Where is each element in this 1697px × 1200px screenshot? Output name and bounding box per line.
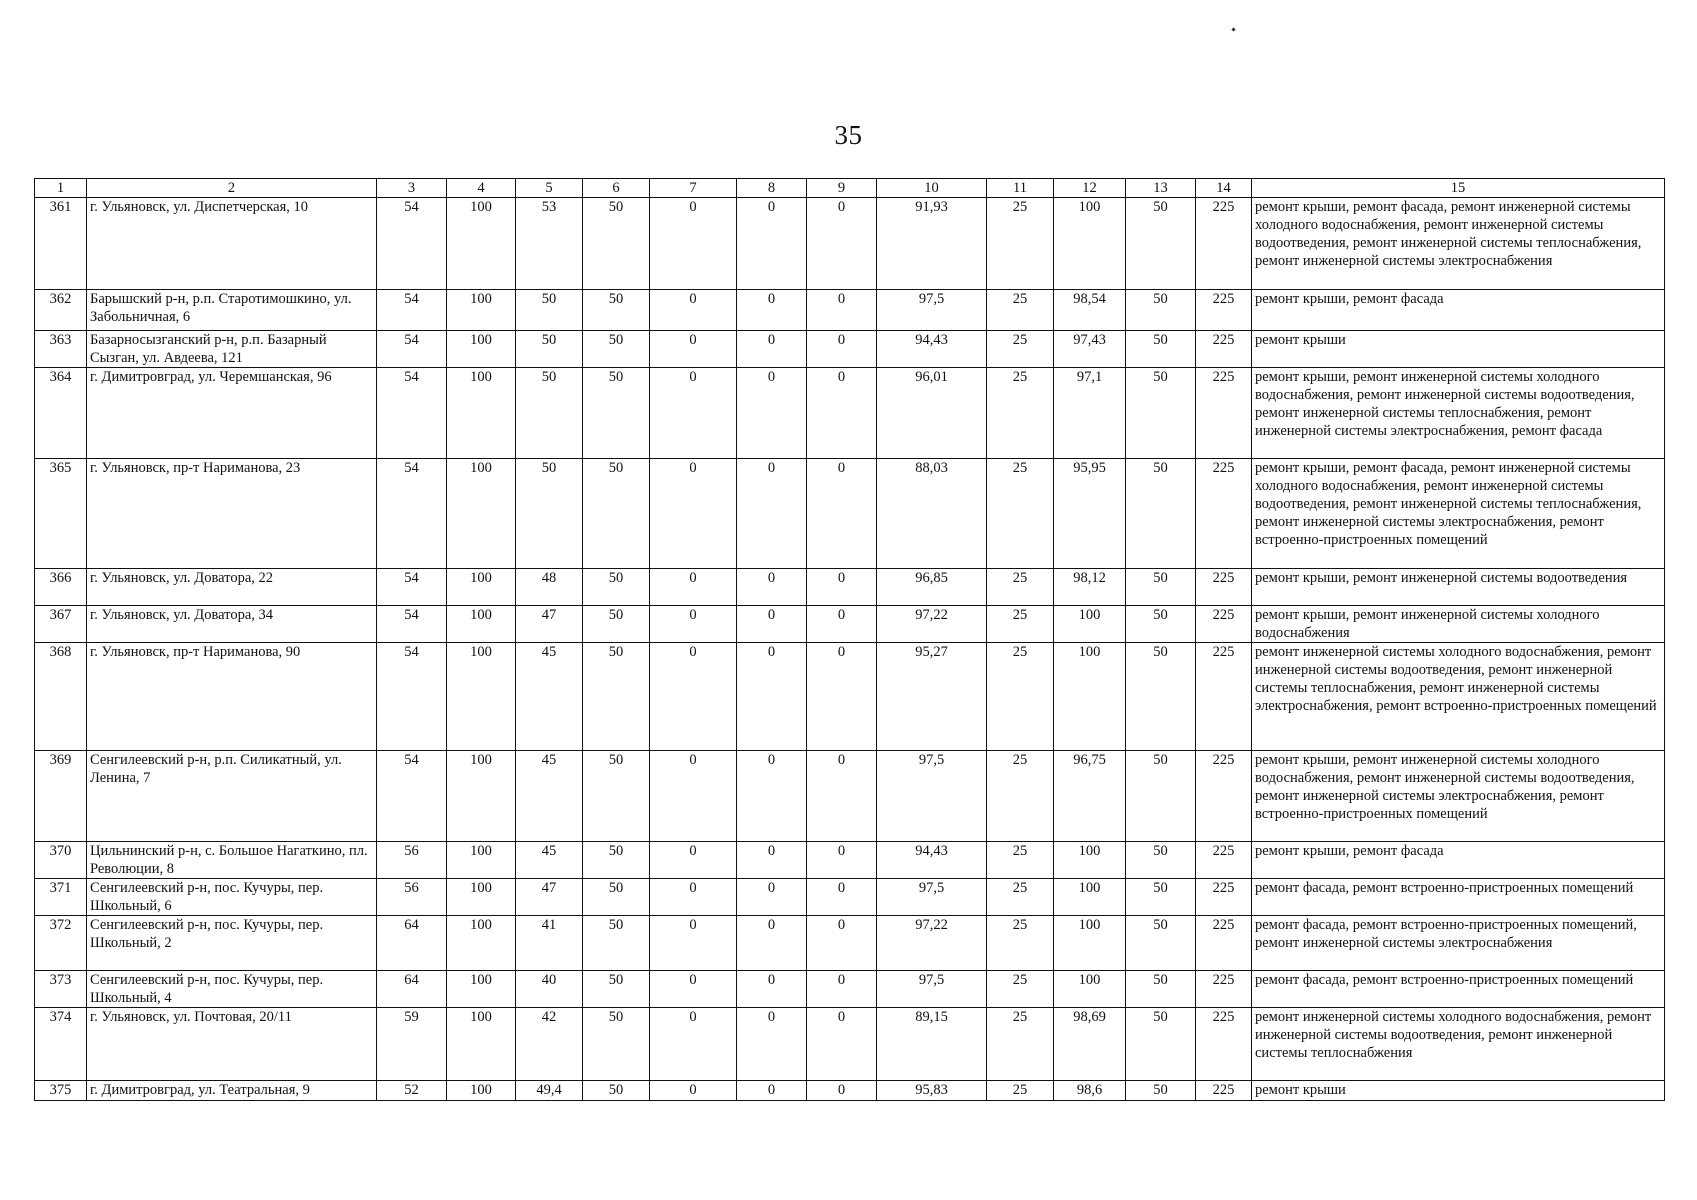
address-cell: Сенгилеевский р-н, пос. Кучуры, пер. Школьный, 6	[87, 879, 377, 916]
value-cell-col-13: 50	[1126, 459, 1196, 569]
value-cell-col-7: 0	[650, 1008, 737, 1081]
value-cell-col-4: 100	[447, 606, 516, 643]
row-number: 368	[35, 643, 87, 751]
value-cell-col-5: 53	[516, 198, 583, 290]
value-cell-col-5: 49,4	[516, 1081, 583, 1101]
value-cell-col-10: 88,03	[877, 459, 987, 569]
value-cell-col-9: 0	[807, 879, 877, 916]
value-cell-col-5: 47	[516, 879, 583, 916]
value-cell-col-11: 25	[987, 290, 1054, 331]
value-cell-col-5: 40	[516, 971, 583, 1008]
value-cell-col-4: 100	[447, 290, 516, 331]
value-cell-col-3: 54	[377, 290, 447, 331]
value-cell-col-6: 50	[583, 1081, 650, 1101]
value-cell-col-9: 0	[807, 842, 877, 879]
value-cell-col-14: 225	[1196, 198, 1252, 290]
row-number: 365	[35, 459, 87, 569]
row-number: 371	[35, 879, 87, 916]
value-cell-col-7: 0	[650, 606, 737, 643]
value-cell-col-8: 0	[737, 916, 807, 971]
value-cell-col-10: 97,5	[877, 290, 987, 331]
value-cell-col-8: 0	[737, 459, 807, 569]
table-row	[35, 368, 1665, 459]
value-cell-col-4: 100	[447, 198, 516, 290]
value-cell-col-14: 225	[1196, 971, 1252, 1008]
column-number-1: 1	[35, 179, 87, 198]
page-number: 35	[834, 120, 863, 150]
value-cell-col-3: 54	[377, 368, 447, 459]
address-cell: Барышский р-н, р.п. Старотимошкино, ул. Забольничная, 6	[87, 290, 377, 331]
address-cell: г. Димитровград, ул. Черемшанская, 96	[87, 368, 377, 459]
value-cell-col-8: 0	[737, 643, 807, 751]
value-cell-col-5: 45	[516, 751, 583, 842]
value-cell-col-4: 100	[447, 879, 516, 916]
value-cell-col-11: 25	[987, 643, 1054, 751]
column-number-8: 8	[737, 179, 807, 198]
value-cell-col-12: 98,54	[1054, 290, 1126, 331]
value-cell-col-6: 50	[583, 569, 650, 606]
value-cell-col-12: 100	[1054, 971, 1126, 1008]
value-cell-col-5: 45	[516, 643, 583, 751]
value-cell-col-12: 100	[1054, 198, 1126, 290]
column-number-4: 4	[447, 179, 516, 198]
value-cell-col-13: 50	[1126, 1008, 1196, 1081]
table-row	[35, 1081, 1665, 1101]
value-cell-col-6: 50	[583, 459, 650, 569]
value-cell-col-7: 0	[650, 459, 737, 569]
value-cell-col-6: 50	[583, 331, 650, 368]
address-cell: г. Димитровград, ул. Театральная, 9	[87, 1081, 377, 1101]
value-cell-col-9: 0	[807, 1081, 877, 1101]
value-cell-col-4: 100	[447, 368, 516, 459]
value-cell-col-5: 50	[516, 459, 583, 569]
row-number: 375	[35, 1081, 87, 1101]
address-cell: г. Ульяновск, ул. Почтовая, 20/11	[87, 1008, 377, 1081]
value-cell-col-6: 50	[583, 606, 650, 643]
repair-works-cell: ремонт инженерной системы холодного водоснабжения, ремонт инженерной системы водоотведения, ремонт инженерной системы теплоснабжения, ремонт инженерной системы электроснабжения, ремонт встроенно-пристроенных помещений	[1252, 643, 1665, 751]
repair-works-cell: ремонт крыши	[1252, 1081, 1665, 1101]
value-cell-col-6: 50	[583, 751, 650, 842]
value-cell-col-9: 0	[807, 368, 877, 459]
value-cell-col-10: 95,83	[877, 1081, 987, 1101]
value-cell-col-4: 100	[447, 842, 516, 879]
value-cell-col-9: 0	[807, 569, 877, 606]
value-cell-col-8: 0	[737, 198, 807, 290]
value-cell-col-9: 0	[807, 459, 877, 569]
value-cell-col-9: 0	[807, 971, 877, 1008]
row-number: 361	[35, 198, 87, 290]
value-cell-col-9: 0	[807, 331, 877, 368]
value-cell-col-9: 0	[807, 751, 877, 842]
table-row	[35, 569, 1665, 606]
table-row	[35, 842, 1665, 879]
column-number-9: 9	[807, 179, 877, 198]
value-cell-col-10: 97,22	[877, 606, 987, 643]
value-cell-col-13: 50	[1126, 331, 1196, 368]
address-cell: г. Ульяновск, ул. Диспетчерская, 10	[87, 198, 377, 290]
value-cell-col-12: 100	[1054, 643, 1126, 751]
column-number-11: 11	[987, 179, 1054, 198]
value-cell-col-11: 25	[987, 879, 1054, 916]
value-cell-col-12: 96,75	[1054, 751, 1126, 842]
value-cell-col-6: 50	[583, 916, 650, 971]
address-cell: Сенгилеевский р-н, пос. Кучуры, пер. Школьный, 2	[87, 916, 377, 971]
repair-works-cell: ремонт крыши, ремонт фасада	[1252, 290, 1665, 331]
value-cell-col-4: 100	[447, 916, 516, 971]
value-cell-col-3: 56	[377, 879, 447, 916]
value-cell-col-8: 0	[737, 569, 807, 606]
row-number: 370	[35, 842, 87, 879]
value-cell-col-11: 25	[987, 842, 1054, 879]
value-cell-col-11: 25	[987, 459, 1054, 569]
value-cell-col-13: 50	[1126, 916, 1196, 971]
value-cell-col-10: 97,5	[877, 971, 987, 1008]
repair-works-cell: ремонт крыши, ремонт фасада, ремонт инженерной системы холодного водоснабжения, ремонт инженерной системы водоотведения, ремонт инженерной системы теплоснабжения, ремонт инженерной системы электроснабжения	[1252, 198, 1665, 290]
value-cell-col-8: 0	[737, 1081, 807, 1101]
value-cell-col-8: 0	[737, 290, 807, 331]
repair-works-cell: ремонт инженерной системы холодного водоснабжения, ремонт инженерной системы водоотведения, ремонт инженерной системы теплоснабжения	[1252, 1008, 1665, 1081]
value-cell-col-13: 50	[1126, 842, 1196, 879]
value-cell-col-7: 0	[650, 842, 737, 879]
value-cell-col-6: 50	[583, 842, 650, 879]
value-cell-col-12: 98,69	[1054, 1008, 1126, 1081]
row-number: 366	[35, 569, 87, 606]
value-cell-col-11: 25	[987, 751, 1054, 842]
value-cell-col-7: 0	[650, 569, 737, 606]
value-cell-col-12: 97,43	[1054, 331, 1126, 368]
value-cell-col-3: 64	[377, 971, 447, 1008]
value-cell-col-7: 0	[650, 751, 737, 842]
value-cell-col-3: 54	[377, 198, 447, 290]
value-cell-col-11: 25	[987, 368, 1054, 459]
value-cell-col-13: 50	[1126, 290, 1196, 331]
value-cell-col-7: 0	[650, 290, 737, 331]
column-number-row	[35, 179, 1665, 198]
table-row	[35, 751, 1665, 842]
value-cell-col-10: 97,5	[877, 879, 987, 916]
value-cell-col-8: 0	[737, 751, 807, 842]
value-cell-col-14: 225	[1196, 916, 1252, 971]
column-number-10: 10	[877, 179, 987, 198]
table-row	[35, 198, 1665, 290]
repair-works-cell: ремонт крыши, ремонт инженерной системы холодного водоснабжения, ремонт инженерной системы водоотведения, ремонт инженерной системы электроснабжения, ремонт встроенно-пристроенных помещений	[1252, 751, 1665, 842]
value-cell-col-6: 50	[583, 879, 650, 916]
scan-speck	[1231, 27, 1235, 31]
value-cell-col-3: 52	[377, 1081, 447, 1101]
value-cell-col-10: 94,43	[877, 842, 987, 879]
value-cell-col-12: 100	[1054, 606, 1126, 643]
value-cell-col-12: 100	[1054, 879, 1126, 916]
value-cell-col-14: 225	[1196, 569, 1252, 606]
value-cell-col-13: 50	[1126, 879, 1196, 916]
value-cell-col-12: 97,1	[1054, 368, 1126, 459]
value-cell-col-6: 50	[583, 368, 650, 459]
table-body	[35, 179, 1665, 1101]
row-number: 372	[35, 916, 87, 971]
value-cell-col-13: 50	[1126, 198, 1196, 290]
value-cell-col-14: 225	[1196, 842, 1252, 879]
column-number-3: 3	[377, 179, 447, 198]
value-cell-col-5: 50	[516, 290, 583, 331]
value-cell-col-3: 54	[377, 751, 447, 842]
row-number: 367	[35, 606, 87, 643]
value-cell-col-9: 0	[807, 643, 877, 751]
value-cell-col-10: 96,85	[877, 569, 987, 606]
value-cell-col-12: 95,95	[1054, 459, 1126, 569]
repair-works-cell: ремонт фасада, ремонт встроенно-пристроенных помещений	[1252, 971, 1665, 1008]
value-cell-col-10: 95,27	[877, 643, 987, 751]
value-cell-col-12: 100	[1054, 842, 1126, 879]
repair-works-cell: ремонт крыши, ремонт инженерной системы водоотведения	[1252, 569, 1665, 606]
value-cell-col-5: 50	[516, 331, 583, 368]
value-cell-col-13: 50	[1126, 643, 1196, 751]
value-cell-col-14: 225	[1196, 331, 1252, 368]
value-cell-col-7: 0	[650, 971, 737, 1008]
repair-works-cell: ремонт крыши, ремонт инженерной системы холодного водоснабжения	[1252, 606, 1665, 643]
value-cell-col-13: 50	[1126, 1081, 1196, 1101]
table-row	[35, 331, 1665, 368]
value-cell-col-7: 0	[650, 643, 737, 751]
value-cell-col-4: 100	[447, 331, 516, 368]
column-number-2: 2	[87, 179, 377, 198]
value-cell-col-11: 25	[987, 971, 1054, 1008]
value-cell-col-10: 89,15	[877, 1008, 987, 1081]
repair-works-cell: ремонт крыши	[1252, 331, 1665, 368]
value-cell-col-9: 0	[807, 606, 877, 643]
column-number-5: 5	[516, 179, 583, 198]
value-cell-col-4: 100	[447, 459, 516, 569]
value-cell-col-3: 56	[377, 842, 447, 879]
value-cell-col-13: 50	[1126, 971, 1196, 1008]
value-cell-col-8: 0	[737, 606, 807, 643]
row-number: 362	[35, 290, 87, 331]
address-cell: г. Ульяновск, пр-т Нариманова, 23	[87, 459, 377, 569]
value-cell-col-9: 0	[807, 916, 877, 971]
value-cell-col-11: 25	[987, 1008, 1054, 1081]
value-cell-col-14: 225	[1196, 751, 1252, 842]
repair-works-cell: ремонт крыши, ремонт фасада	[1252, 842, 1665, 879]
value-cell-col-14: 225	[1196, 606, 1252, 643]
value-cell-col-14: 225	[1196, 459, 1252, 569]
value-cell-col-10: 97,5	[877, 751, 987, 842]
value-cell-col-4: 100	[447, 643, 516, 751]
table-row	[35, 643, 1665, 751]
address-cell: Сенгилеевский р-н, пос. Кучуры, пер. Школьный, 4	[87, 971, 377, 1008]
value-cell-col-13: 50	[1126, 606, 1196, 643]
value-cell-col-7: 0	[650, 1081, 737, 1101]
value-cell-col-5: 48	[516, 569, 583, 606]
value-cell-col-11: 25	[987, 916, 1054, 971]
value-cell-col-7: 0	[650, 331, 737, 368]
value-cell-col-10: 96,01	[877, 368, 987, 459]
value-cell-col-3: 54	[377, 459, 447, 569]
repair-works-cell: ремонт крыши, ремонт фасада, ремонт инженерной системы холодного водоснабжения, ремонт инженерной системы водоотведения, ремонт инженерной системы теплоснабжения, ремонт инженерной системы электроснабжения, ремонт встроенно-пристроенных помещений	[1252, 459, 1665, 569]
value-cell-col-8: 0	[737, 368, 807, 459]
column-number-14: 14	[1196, 179, 1252, 198]
column-number-15: 15	[1252, 179, 1665, 198]
repair-works-cell: ремонт фасада, ремонт встроенно-пристроенных помещений, ремонт инженерной системы электроснабжения	[1252, 916, 1665, 971]
address-cell: Цильнинский р-н, с. Большое Нагаткино, пл. Революции, 8	[87, 842, 377, 879]
value-cell-col-10: 91,93	[877, 198, 987, 290]
value-cell-col-9: 0	[807, 290, 877, 331]
value-cell-col-13: 50	[1126, 751, 1196, 842]
row-number: 374	[35, 1008, 87, 1081]
value-cell-col-14: 225	[1196, 290, 1252, 331]
value-cell-col-4: 100	[447, 1081, 516, 1101]
row-number: 363	[35, 331, 87, 368]
value-cell-col-3: 64	[377, 916, 447, 971]
row-number: 364	[35, 368, 87, 459]
value-cell-col-4: 100	[447, 1008, 516, 1081]
table-row	[35, 606, 1665, 643]
value-cell-col-10: 97,22	[877, 916, 987, 971]
value-cell-col-8: 0	[737, 971, 807, 1008]
value-cell-col-5: 41	[516, 916, 583, 971]
value-cell-col-7: 0	[650, 368, 737, 459]
row-number: 369	[35, 751, 87, 842]
value-cell-col-3: 59	[377, 1008, 447, 1081]
column-number-13: 13	[1126, 179, 1196, 198]
value-cell-col-5: 42	[516, 1008, 583, 1081]
value-cell-col-6: 50	[583, 290, 650, 331]
value-cell-col-6: 50	[583, 971, 650, 1008]
value-cell-col-11: 25	[987, 198, 1054, 290]
value-cell-col-6: 50	[583, 198, 650, 290]
value-cell-col-9: 0	[807, 198, 877, 290]
value-cell-col-3: 54	[377, 331, 447, 368]
value-cell-col-11: 25	[987, 569, 1054, 606]
value-cell-col-3: 54	[377, 643, 447, 751]
value-cell-col-8: 0	[737, 1008, 807, 1081]
value-cell-col-8: 0	[737, 331, 807, 368]
address-cell: Сенгилеевский р-н, р.п. Силикатный, ул. Ленина, 7	[87, 751, 377, 842]
value-cell-col-5: 45	[516, 842, 583, 879]
value-cell-col-13: 50	[1126, 569, 1196, 606]
value-cell-col-12: 98,12	[1054, 569, 1126, 606]
value-cell-col-4: 100	[447, 971, 516, 1008]
value-cell-col-11: 25	[987, 1081, 1054, 1101]
value-cell-col-4: 100	[447, 751, 516, 842]
value-cell-col-5: 50	[516, 368, 583, 459]
value-cell-col-6: 50	[583, 643, 650, 751]
table-row	[35, 916, 1665, 971]
column-number-7: 7	[650, 179, 737, 198]
value-cell-col-14: 225	[1196, 1008, 1252, 1081]
address-cell: Базарносызганский р-н, р.п. Базарный Сызган, ул. Авдеева, 121	[87, 331, 377, 368]
address-cell: г. Ульяновск, ул. Доватора, 22	[87, 569, 377, 606]
table-row	[35, 290, 1665, 331]
repair-works-cell: ремонт фасада, ремонт встроенно-пристроенных помещений	[1252, 879, 1665, 916]
value-cell-col-11: 25	[987, 331, 1054, 368]
value-cell-col-3: 54	[377, 569, 447, 606]
value-cell-col-7: 0	[650, 198, 737, 290]
value-cell-col-13: 50	[1126, 368, 1196, 459]
address-cell: г. Ульяновск, пр-т Нариманова, 90	[87, 643, 377, 751]
repair-registry-table	[34, 178, 1665, 1101]
row-number: 373	[35, 971, 87, 1008]
table-row	[35, 459, 1665, 569]
value-cell-col-14: 225	[1196, 643, 1252, 751]
value-cell-col-14: 225	[1196, 368, 1252, 459]
column-number-12: 12	[1054, 179, 1126, 198]
table-row	[35, 1008, 1665, 1081]
value-cell-col-10: 94,43	[877, 331, 987, 368]
value-cell-col-11: 25	[987, 606, 1054, 643]
value-cell-col-5: 47	[516, 606, 583, 643]
value-cell-col-7: 0	[650, 916, 737, 971]
value-cell-col-12: 100	[1054, 916, 1126, 971]
table-row	[35, 879, 1665, 916]
value-cell-col-6: 50	[583, 1008, 650, 1081]
value-cell-col-12: 98,6	[1054, 1081, 1126, 1101]
table-row	[35, 971, 1665, 1008]
value-cell-col-4: 100	[447, 569, 516, 606]
value-cell-col-14: 225	[1196, 879, 1252, 916]
value-cell-col-9: 0	[807, 1008, 877, 1081]
value-cell-col-14: 225	[1196, 1081, 1252, 1101]
value-cell-col-7: 0	[650, 879, 737, 916]
value-cell-col-8: 0	[737, 879, 807, 916]
value-cell-col-3: 54	[377, 606, 447, 643]
repair-works-cell: ремонт крыши, ремонт инженерной системы холодного водоснабжения, ремонт инженерной системы водоотведения, ремонт инженерной системы теплоснабжения, ремонт инженерной системы электроснабжения, ремонт фасада	[1252, 368, 1665, 459]
value-cell-col-8: 0	[737, 842, 807, 879]
column-number-6: 6	[583, 179, 650, 198]
address-cell: г. Ульяновск, ул. Доватора, 34	[87, 606, 377, 643]
